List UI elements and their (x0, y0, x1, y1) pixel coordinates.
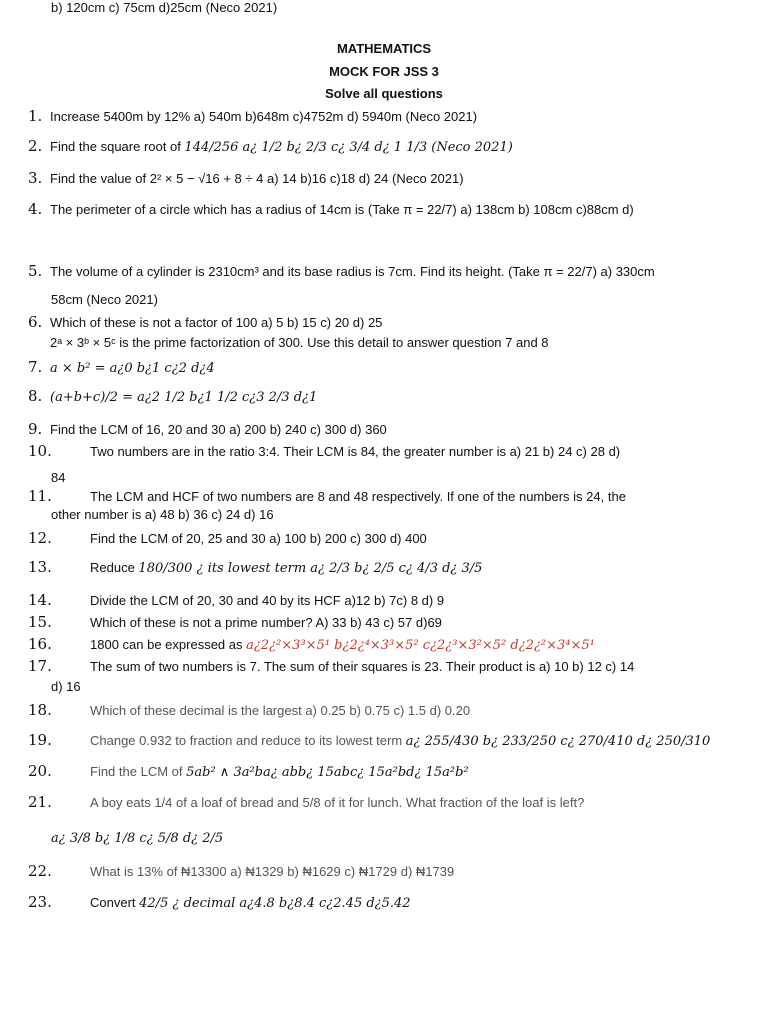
question-text: Which of these decimal is the largest a) 0.25 b) 0.75 c) 1.5 d) 0.20 (90, 703, 471, 718)
question-number: 18. (28, 701, 52, 719)
question-16 (28, 635, 748, 653)
question-text: The perimeter of a circle which has a radius of 14cm is (Take π = 22/7) a) 138cm b) 108cm c)88cm d) (50, 202, 634, 217)
question-23 (28, 893, 748, 911)
question-text: What is 13% of ₦13300 a) ₦1329 b) ₦1629 c) ₦1729 d) ₦1739 (90, 864, 455, 879)
question-9 (28, 420, 748, 438)
question-continuation: a¿ 3/8 b¿ 1/8 c¿ 5/8 d¿ 2/5 (51, 831, 224, 846)
question-text: Find the value of 2² × 5 − √16 + 8 ÷ 4 a) 14 b)16 c)18 d) 24 (Neco 2021) (50, 171, 464, 186)
question-1 (28, 107, 748, 125)
question-text: Find the LCM of (90, 764, 187, 779)
question-20 (28, 762, 748, 780)
question-number: 9. (28, 420, 43, 438)
question-continuation: other number is a) 48 b) 36 c) 24 d) 16 (51, 507, 274, 522)
question-number: 14. (28, 591, 52, 609)
question-text: A boy eats 1/4 of a loaf of bread and 5/8 of it for lunch. What fraction of the loaf is left? (90, 795, 585, 810)
question-continuation: 58cm (Neco 2021) (51, 292, 158, 307)
question-12 (28, 529, 748, 547)
question-number: 3. (28, 169, 43, 187)
question-continuation: d) 16 (51, 679, 81, 694)
question-number: 22. (28, 862, 52, 880)
question-7 (28, 358, 748, 376)
question-text: Increase 5400m by 12% a) 540m b)648m c)4752m d) 5940m (Neco 2021) (50, 109, 478, 124)
subject-heading: MATHEMATICS (336, 41, 432, 56)
question-text: 2ᵃ × 3ᵇ × 5ᶜ is the prime factorization of 300. Use this detail to answer question 7 and 8 (50, 335, 549, 350)
question-number: 6. (28, 313, 43, 331)
question-options-math: 5ab² ∧ 3a²ba¿ abb¿ 15abc¿ 15a²bd¿ 15a²b² (186, 765, 469, 780)
question-5 (28, 262, 748, 280)
exam-title: MOCK FOR JSS 3 (329, 64, 439, 79)
question-options-math: a × b² = a¿0 b¿1 c¿2 d¿4 (50, 361, 215, 376)
question-options-math: 144/256 a¿ 1/2 b¿ 2/3 c¿ 3/4 d¿ 1 1/3 (Neco 2021) (184, 140, 513, 155)
question-text: Change 0.932 to fraction and reduce to its lowest term (90, 733, 406, 748)
question-17 (28, 657, 748, 675)
question-number: 21. (28, 793, 52, 811)
question-text: Find the square root of (50, 139, 185, 154)
question-number: 23. (28, 893, 52, 911)
question-number: 8. (28, 387, 43, 405)
question-11 (28, 487, 748, 505)
question-number: 17. (28, 657, 52, 675)
question-13 (28, 558, 748, 576)
question-text: Find the LCM of 20, 25 and 30 a) 100 b) 200 c) 300 d) 400 (90, 531, 427, 546)
question-continuation: 84 (51, 470, 66, 485)
question-19 (28, 731, 748, 749)
question-number: 13. (28, 558, 52, 576)
instruction: Solve all questions (325, 86, 443, 101)
question-3 (28, 169, 748, 187)
question-options-math: (a+b+c)/2 = a¿2 1/2 b¿1 1/2 c¿3 2/3 d¿1 (50, 390, 318, 405)
question-text: Which of these is not a prime number? A) 33 b) 43 c) 57 d)69 (90, 615, 442, 630)
question-text: Convert (90, 895, 140, 910)
question-text: 1800 can be expressed as (90, 637, 247, 652)
question-text: Which of these is not a factor of 100 a) 5 b) 15 c) 20 d) 25 (50, 315, 383, 330)
question-number: 19. (28, 731, 52, 749)
question-number: 4. (28, 200, 43, 218)
question-21 (28, 793, 748, 811)
question-text: Reduce (90, 560, 139, 575)
question-options-math: 180/300 ¿ its lowest term a¿ 2/3 b¿ 2/5 c¿ 4/3 d¿ 3/5 (138, 561, 483, 576)
question-22 (28, 862, 748, 880)
question-8 (28, 387, 748, 405)
question-continuation: b) 120cm c) 75cm d)25cm (Neco 2021) (51, 0, 278, 15)
question-number: 1. (28, 107, 43, 125)
question-2 (28, 137, 748, 155)
question-options-math: a¿2¿²×3³×5¹ b¿2¿⁴×3³×5² c¿2¿³×3²×5² d¿2¿²×3⁴×5¹ (246, 638, 595, 653)
question-18 (28, 701, 748, 719)
question-number: 10. (28, 442, 52, 460)
question-text: The sum of two numbers is 7. The sum of their squares is 23. Their product is a) 10 b) 12 c) 14 (90, 659, 635, 674)
question-15 (28, 613, 748, 631)
question-number: 11. (28, 487, 52, 505)
question-10 (28, 442, 748, 460)
question-number: 2. (28, 137, 43, 155)
question-options-math: 42/5 ¿ decimal a¿4.8 b¿8.4 c¿2.45 d¿5.42 (139, 896, 411, 911)
question-number: 12. (28, 529, 52, 547)
question-text: Find the LCM of 16, 20 and 30 a) 200 b) 240 c) 300 d) 360 (50, 422, 387, 437)
question-text: Two numbers are in the ratio 3:4. Their LCM is 84, the greater number is a) 21 b) 24 c) 28 d) (90, 444, 621, 459)
question-text: Divide the LCM of 20, 30 and 40 by its HCF a)12 b) 7c) 8 d) 9 (90, 593, 445, 608)
question-options-math: a¿ 255/430 b¿ 233/250 c¿ 270/410 d¿ 250/310 (405, 734, 711, 749)
question-number: 15. (28, 613, 52, 631)
question-text: The volume of a cylinder is 2310cm³ and its base radius is 7cm. Find its height. (Take π = 22/7) a) 330cm (50, 264, 655, 279)
question-14 (28, 591, 748, 609)
question-number: 20. (28, 762, 52, 780)
question-text: The LCM and HCF of two numbers are 8 and 48 respectively. If one of the numbers is 24, the (90, 489, 626, 504)
question-number: 7. (28, 358, 43, 376)
question-note (28, 335, 748, 350)
question-4 (28, 200, 748, 218)
question-number: 5. (28, 262, 43, 280)
question-6 (28, 313, 748, 331)
question-number: 16. (28, 635, 52, 653)
